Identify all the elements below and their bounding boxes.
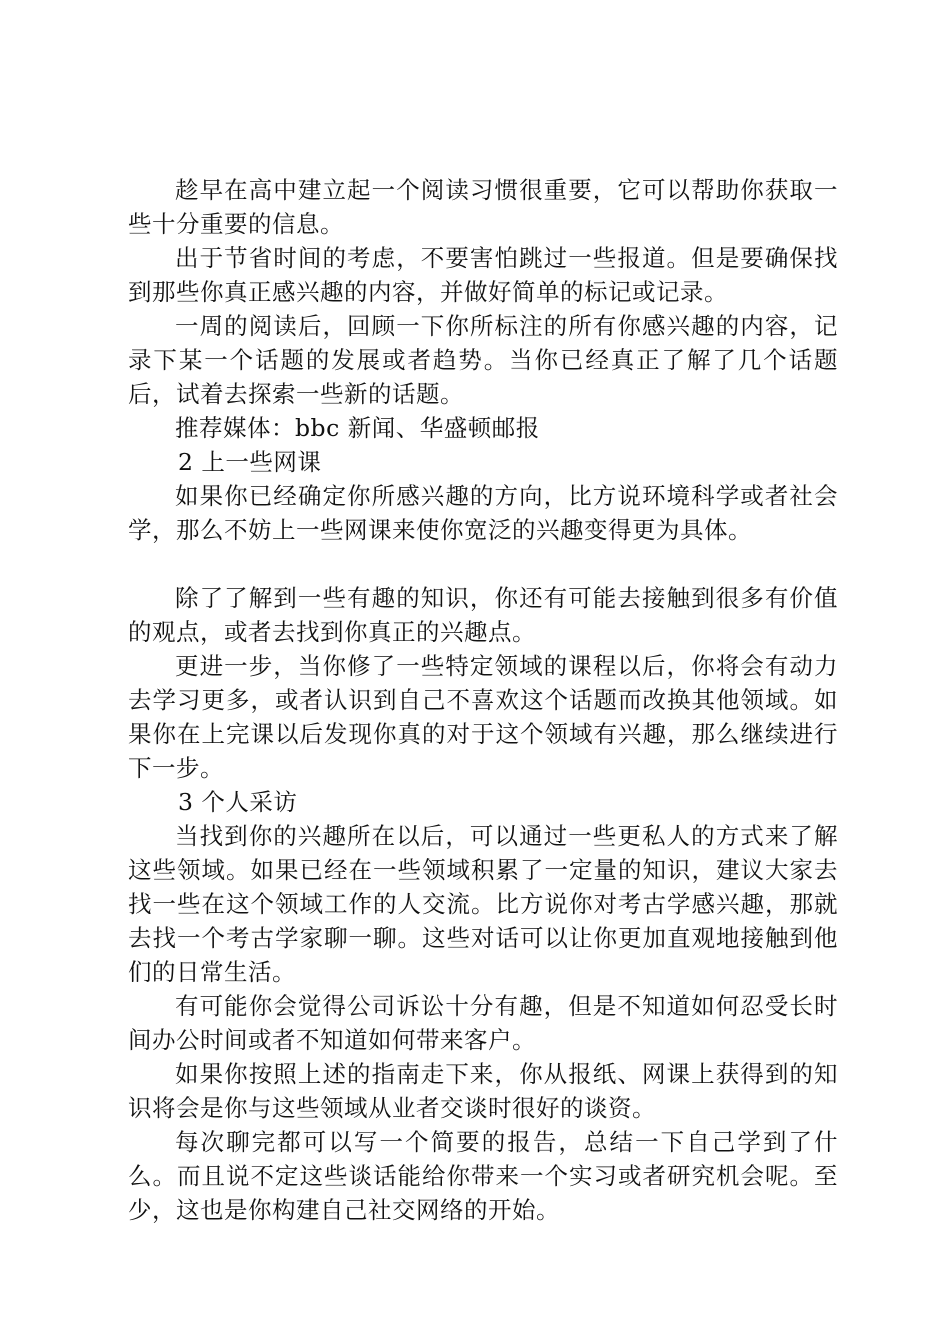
paragraph-online-courses: 如果你已经确定你所感兴趣的方向，比方说环境科学或者社会学，那么不妨上一些网课来使你宽泛的兴趣变得更为具体。 <box>128 482 838 544</box>
paragraph-litigation-example: 有可能你会觉得公司诉讼十分有趣，但是不知道如何忍受长时间办公时间或者不知道如何带来客户。 <box>128 992 838 1054</box>
paragraph-write-report: 每次聊完都可以写一个简要的报告，总结一下自己学到了什么。而且说不定这些谈话能给你带来一个实习或者研究机会呢。至少，这也是你构建自己社交网络的开始。 <box>128 1128 838 1224</box>
paragraph-skip-reports: 出于节省时间的考虑，不要害怕跳过一些报道。但是要确保找到那些你真正感兴趣的内容，并做好简单的标记或记录。 <box>128 244 838 306</box>
paragraph-further-step: 更进一步，当你修了一些特定领域的课程以后，你将会有动力去学习更多，或者认识到自己不喜欢这个话题而改换其他领域。如果你在上完课以后发现你真的对于这个领域有兴趣，那么继续进行下一步。 <box>128 652 838 782</box>
document-body <box>128 173 838 1227</box>
paragraph-interesting-knowledge: 除了了解到一些有趣的知识，你还有可能去接触到很多有价值的观点，或者去找到你真正的兴趣点。 <box>128 584 838 646</box>
paragraph-weekly-review: 一周的阅读后，回顾一下你所标注的所有你感兴趣的内容，记录下某一个话题的发展或者趋势。当你已经真正了解了几个话题后，试着去探索一些新的话题。 <box>128 312 838 408</box>
paragraph-reading-habit: 趁早在高中建立起一个阅读习惯很重要，它可以帮助你获取一些十分重要的信息。 <box>128 176 838 238</box>
paragraph-follow-guide: 如果你按照上述的指南走下来，你从报纸、网课上获得到的知识将会是你与这些领域从业者交谈时很好的谈资。 <box>128 1060 838 1122</box>
paragraph-personal-interviews: 当找到你的兴趣所在以后，可以通过一些更私人的方式来了解这些领域。如果已经在一些领域积累了一定量的知识，建议大家去找一些在这个领域工作的人交流。比方说你对考古学感兴趣，那就去找一个考古学家聊一聊。这些对话可以让你更加直观地接触到他们的日常生活。 <box>128 822 838 986</box>
section-heading-online-courses: 2 上一些网课 <box>178 448 322 476</box>
blank-line <box>128 547 838 581</box>
paragraph-recommended-media: 推荐媒体：bbc 新闻、华盛顿邮报 <box>175 414 540 442</box>
section-heading-interviews: 3 个人采访 <box>178 788 298 816</box>
